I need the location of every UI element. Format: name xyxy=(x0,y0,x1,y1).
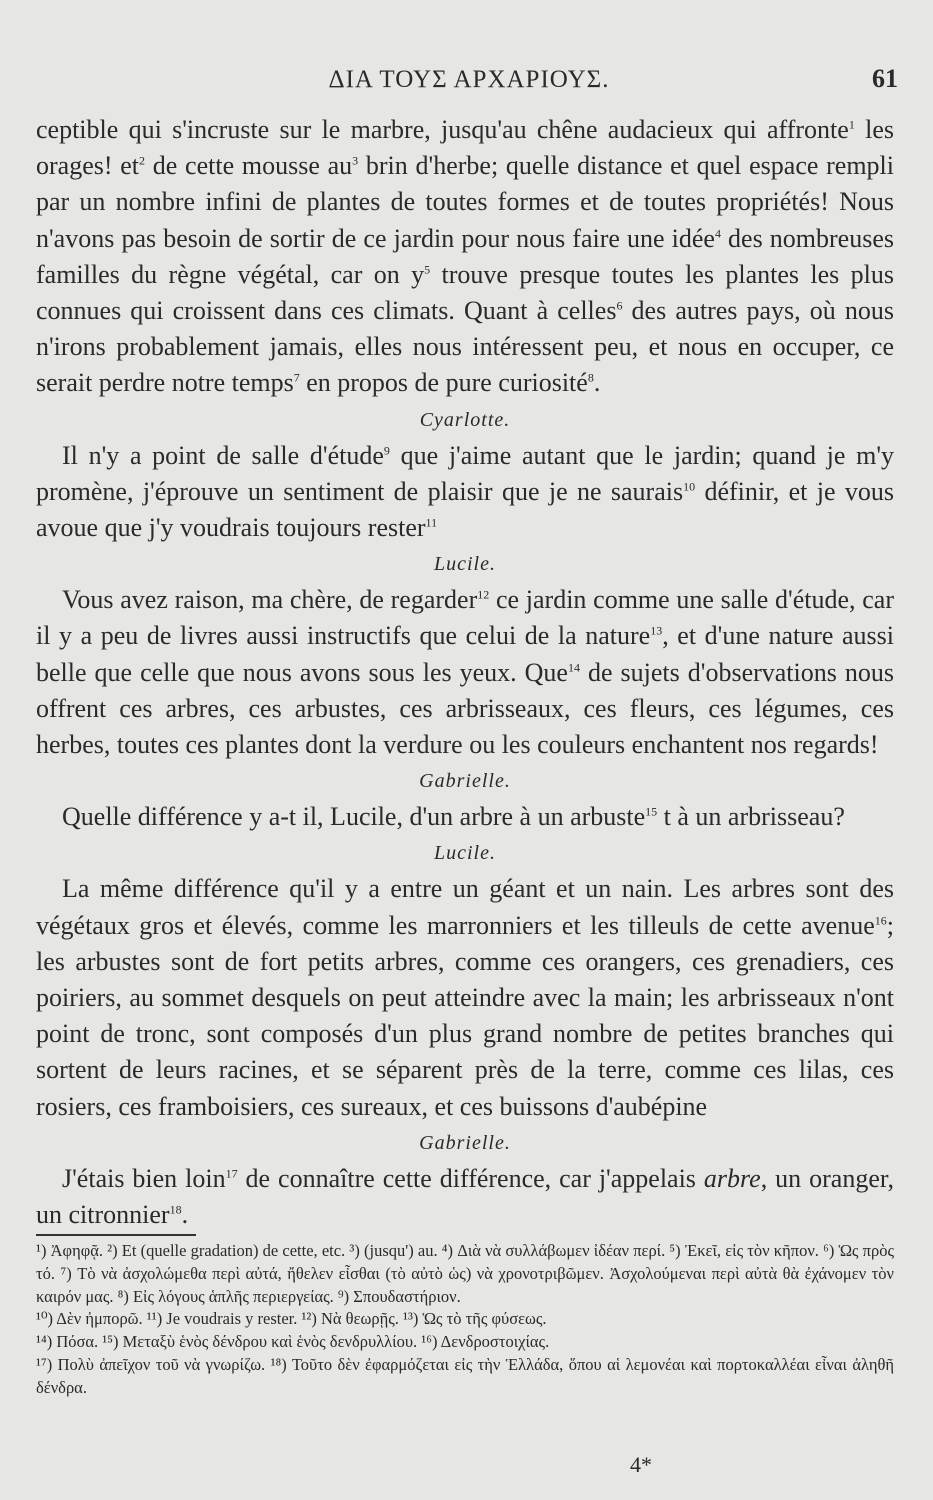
body-text xyxy=(36,112,894,1233)
footnote-line: ¹⁷) Πολὺ ἀπεῖχον τοῦ νὰ γνωρίζω. ¹⁸) Τοῦτο δὲν ἐφαρμόζεται εἰς τὴν Ἑλλάδα, ὅπου αἱ λεμονέαι καὶ πορτοκαλλέαι εἶναι ἀληθῆ δένδρα. xyxy=(36,1354,894,1397)
paragraph-4 xyxy=(36,799,894,835)
footnote-ref: 1 xyxy=(848,117,855,132)
footnote-line: ¹⁴) Πόσα. ¹⁵) Μεταξὺ ἑνὸς δένδρου καὶ ἑνὸς δενδρυλλίου. ¹⁶) Δενδροστοιχίας. xyxy=(36,1332,550,1352)
text-run: , et d'une nature aussi belle que celle que nous avons sous les yeux. Que xyxy=(36,621,895,687)
speaker-name: Lucile. xyxy=(434,842,496,865)
page-number: 61 xyxy=(872,64,898,93)
footnote-ref: 5 xyxy=(424,262,431,277)
text-run: Quelle différence y a-t il, Lucile, d'un arbre à un arbuste xyxy=(62,802,646,832)
speaker-name: Gabrielle. xyxy=(419,770,511,793)
text-run: , un oranger, un citronnier xyxy=(36,1163,894,1230)
footnote-divider xyxy=(36,1234,196,1236)
text-run: La même différence qu'il y a entre un géant et un nain. Les arbres sont des végétaux gros et élevés, comme les marronniers et les tilleuls de cette avenue xyxy=(36,874,894,940)
footnote-ref: 6 xyxy=(616,298,623,313)
paragraph-2 xyxy=(36,438,894,547)
text-run: ; les arbustes sont de fort petits arbres, comme ces orangers, ces grenadiers, ces poiriers, au sommet desquels on peut atteindre avec la main; les arbrisseaux n'ont point de tronc, sont composés d'un plus grand nombre de petites branches qui sortent de leurs racines, et se séparent près de la terre, comme ces lilas, ces rosiers, ces framboisiers, ces sureaux, et ces buissons d'aubépine xyxy=(36,910,894,1121)
text-run: les orages! et xyxy=(36,115,894,181)
paragraph-5 xyxy=(36,871,894,1124)
paragraph-1 xyxy=(36,112,894,402)
footnotes xyxy=(36,1240,894,1400)
footnote-ref: 18 xyxy=(169,1202,182,1217)
footnote-ref: 17 xyxy=(225,1166,238,1181)
running-title: ΔΙΑ ΤΟΥΣ ΑΡΧΑΡΙΟΥΣ. xyxy=(328,66,610,93)
footnote-ref: 15 xyxy=(645,804,658,819)
text-run: trouve presque toutes les plantes les plus connues qui croissent dans ces climats. Quant à celles xyxy=(36,259,895,326)
footnote-ref: 14 xyxy=(567,659,580,674)
text-run: de cette mousse au xyxy=(145,151,353,181)
running-header xyxy=(40,62,898,102)
paragraph-3 xyxy=(36,582,894,763)
speaker-name: Lucile. xyxy=(434,553,496,576)
text-run: ce jardin comme une salle d'étude, car il y a peu de livres aussi instructifs que celui de la nature xyxy=(36,585,894,651)
text-run: de connaître cette différence, car j'appelais xyxy=(237,1163,704,1193)
footnote-ref: 10 xyxy=(683,479,696,494)
text-run: des autres pays, où nous n'irons probablement jamais, elles nous intéressent peu, et nous en occuper, ce serait perdre notre temps xyxy=(36,296,894,398)
footnote-line: ¹⁰) Δὲν ἠμπορῶ. ¹¹) Je voudrais y rester. ¹²) Νὰ θεωρῇς. ¹³) Ὡς τὸ τῆς φύσεως. xyxy=(36,1309,547,1329)
text-run: Il n'y a point de salle d'étude xyxy=(62,440,384,470)
text-run: t à un arbrisseau? xyxy=(657,802,845,832)
speaker-name: Gabrielle. xyxy=(419,1131,511,1154)
footnote-line: ¹) Ἀφηφᾷ. ²) Et (quelle gradation) de cette, etc. ³) (jusqu') au. ⁴) Διὰ νὰ συλλάβωμεν ἰδέαν περί. ⁵) Ἐκεῖ, εἰς τὸν κῆπον. ⁶) Ὡς πρὸς τό. ⁷) Τὸ νὰ ἀσχολώμεθα περὶ αὐτά, ἤθελεν εἶσθαι (τὸ αὐτὸ ὡς) νὰ χρονοτριβῶμεν. Ἀσχολούμεναι περὶ αὐτὰ θὰ ἐχάνομεν τὸν καιρόν μας. ⁸) Εἰς λόγους ἁπλῆς περιεργείας. ⁹) Σπουδαστήριον. xyxy=(36,1241,894,1306)
text-run: J'étais bien loin xyxy=(62,1163,226,1193)
footnote-ref: 2 xyxy=(139,153,146,168)
footnote-ref: 16 xyxy=(874,913,887,927)
text-run: en propos de pure curiosité xyxy=(299,368,588,398)
text-run: de sujets d'observations nous offrent ces arbres, ces arbustes, ces arbrisseaux, ces fleurs, ces légumes, ces herbes, toutes ces plantes dont la verdure ou les couleurs enchantent nos regards! xyxy=(36,657,894,760)
text-run: que j'aime autant que le jardin; quand je m'y promène, j'éprouve un sentiment de plaisir que je ne saurais xyxy=(36,440,895,506)
footnote-ref: 9 xyxy=(383,442,390,457)
footnote-ref: 4 xyxy=(714,225,721,240)
footnote-ref: 13 xyxy=(650,623,663,638)
footnote-ref: 3 xyxy=(352,153,359,168)
footnote-ref: 8 xyxy=(587,370,594,385)
signature-mark: 4* xyxy=(630,1452,652,1477)
text-run: ceptible qui s'incruste sur le marbre, jusqu'au chêne audacieux qui affronte xyxy=(36,115,849,144)
text-run: . xyxy=(181,1200,189,1230)
emphasis: arbre xyxy=(703,1163,761,1193)
text-run: Vous avez raison, ma chère, de regarder xyxy=(62,585,478,615)
footnote-ref: 7 xyxy=(293,370,300,385)
speaker-name: Cyarlotte. xyxy=(419,408,511,431)
footnote-ref: 11 xyxy=(425,515,438,530)
footnote-ref: 12 xyxy=(477,587,490,602)
paragraph-6 xyxy=(36,1161,894,1233)
text-run: brin d'herbe; quelle distance et quel espace rempli par un nombre infini de plantes de toutes formes et de toutes propriétés! Nous n'avons pas besoin de sortir de ce jardin pour nous faire une idée xyxy=(36,151,895,253)
text-run: . xyxy=(593,368,601,398)
text-run: des nombreuses familles du règne végétal, car on y xyxy=(36,223,894,289)
text-run: définir, et je vous avoue que j'y voudrais toujours rester xyxy=(36,476,894,543)
